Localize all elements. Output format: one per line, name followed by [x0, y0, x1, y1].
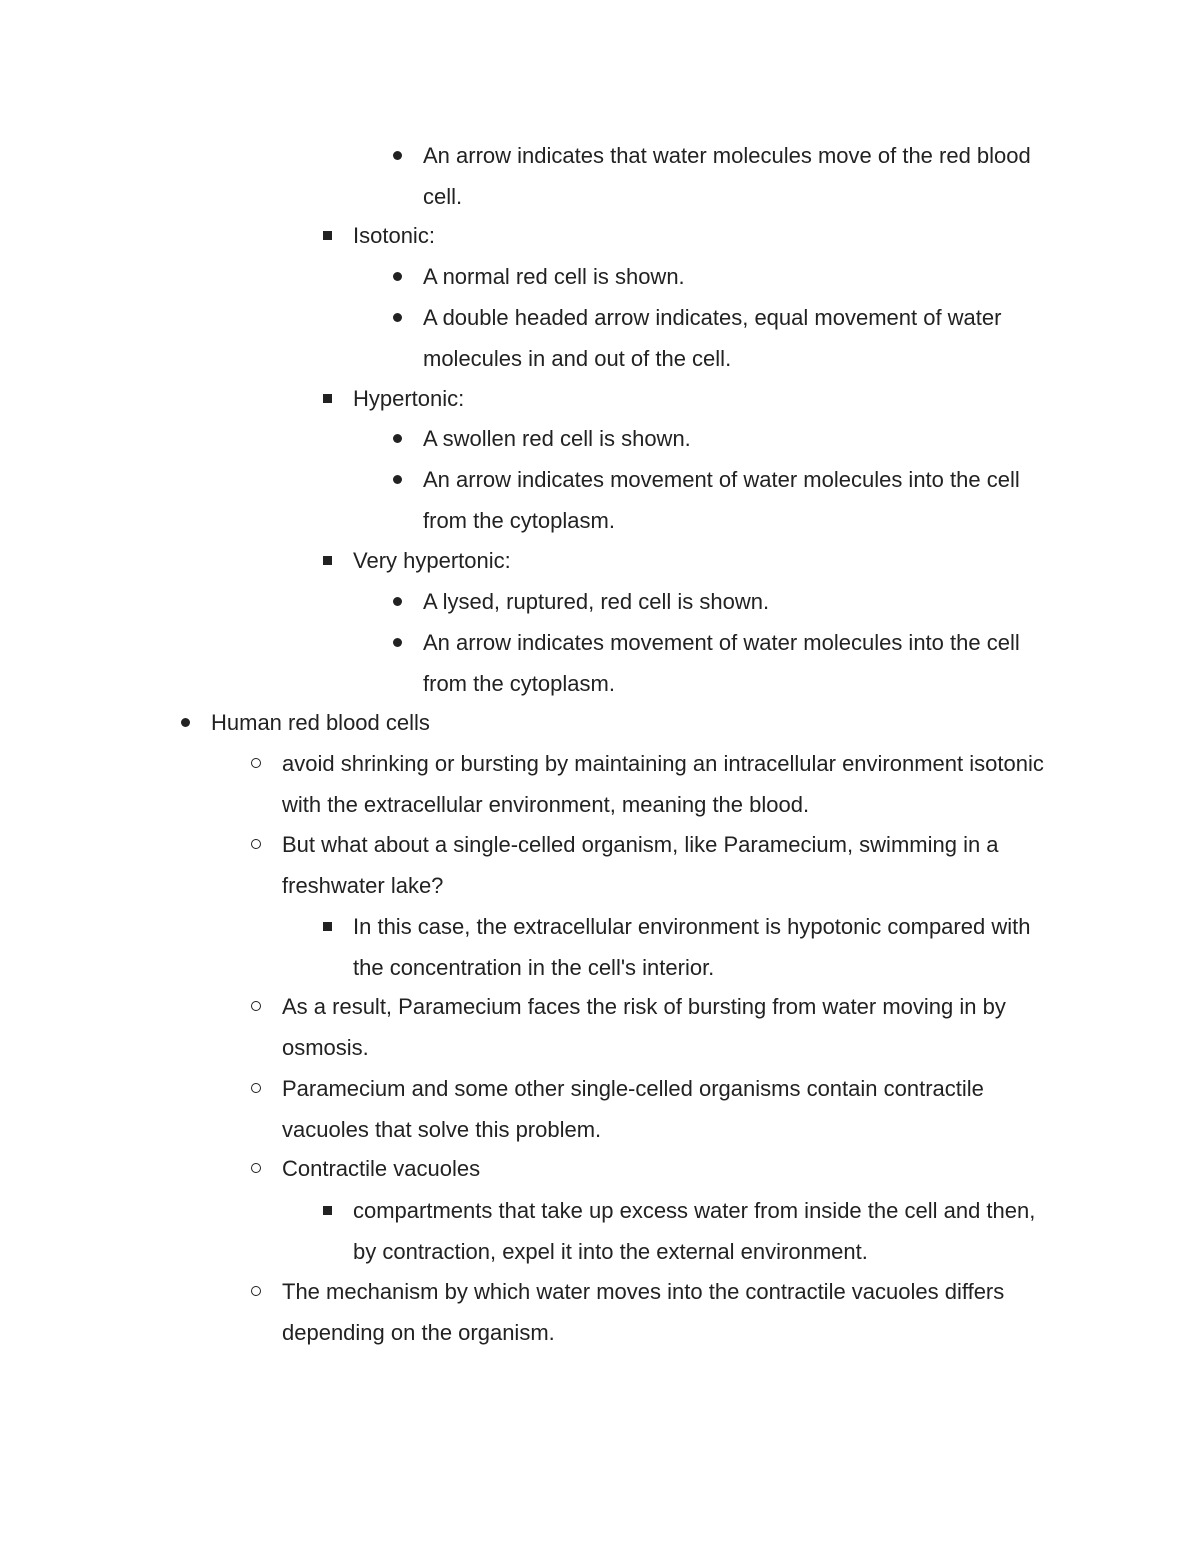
list-item: [353, 216, 1063, 257]
list-item: [423, 623, 1063, 704]
filled-dot-bullet-icon: [175, 703, 195, 744]
list-item-text: A swollen red cell is shown.: [423, 426, 691, 451]
filled-dot-bullet-icon: [387, 419, 407, 460]
square-bullet-icon: [317, 216, 337, 257]
list-item-text: Hypertonic:: [353, 386, 465, 411]
ring-bullet-icon: [246, 744, 266, 785]
list-item-text: Paramecium and some other single-celled organisms contain contractile vacuoles that solve this problem.: [282, 1076, 984, 1142]
ring-bullet-icon: [246, 987, 266, 1028]
list-item-text: A double headed arrow indicates, equal movement of water molecules in and out of the cell.: [423, 305, 1002, 371]
list-item-text: compartments that take up excess water from inside the cell and then, by contraction, expel it into the external environment.: [353, 1198, 1036, 1264]
list-item-text: An arrow indicates that water molecules move of the red blood cell.: [423, 143, 1031, 209]
list-item: [282, 744, 1072, 825]
list-item-text: But what about a single-celled organism, like Paramecium, swimming in a freshwater lake?: [282, 832, 999, 898]
filled-dot-bullet-icon: [387, 257, 407, 298]
list-item: [353, 1191, 1063, 1272]
filled-dot-bullet-icon: [387, 136, 407, 177]
list-item: [353, 541, 1063, 582]
ring-bullet-icon: [246, 825, 266, 866]
list-item: [423, 582, 1063, 623]
ring-bullet-icon: [246, 1069, 266, 1110]
square-bullet-icon: [317, 379, 337, 420]
square-bullet-icon: [317, 541, 337, 582]
list-item-text: Human red blood cells: [211, 710, 430, 735]
square-bullet-icon: [317, 907, 337, 948]
list-item: [282, 1149, 1072, 1190]
filled-dot-bullet-icon: [387, 460, 407, 501]
list-item-text: An arrow indicates movement of water molecules into the cell from the cytoplasm.: [423, 630, 1020, 696]
filled-dot-bullet-icon: [387, 298, 407, 339]
list-item-text: Very hypertonic:: [353, 548, 511, 573]
list-item-text: Isotonic:: [353, 223, 435, 248]
square-bullet-icon: [317, 1191, 337, 1232]
list-item: [353, 379, 1063, 420]
list-item: [282, 987, 1072, 1068]
list-item: [423, 298, 1063, 379]
filled-dot-bullet-icon: [387, 623, 407, 664]
list-item-text: Contractile vacuoles: [282, 1156, 481, 1181]
list-item: [423, 460, 1063, 541]
ring-bullet-icon: [246, 1272, 266, 1313]
list-item-text: In this case, the extracellular environment is hypotonic compared with the concentration in the cell's interior.: [353, 914, 1031, 980]
list-item: [282, 825, 1072, 906]
list-item-text: A normal red cell is shown.: [423, 264, 685, 289]
list-item: [282, 1272, 1072, 1353]
list-item: [353, 907, 1063, 988]
filled-dot-bullet-icon: [387, 582, 407, 623]
list-item: [423, 419, 1063, 460]
list-item-text: A lysed, ruptured, red cell is shown.: [423, 589, 770, 614]
list-item-text: As a result, Paramecium faces the risk of bursting from water moving in by osmosis.: [282, 994, 1006, 1060]
list-item-text: The mechanism by which water moves into the contractile vacuoles differs depending on the organism.: [282, 1279, 1005, 1345]
ring-bullet-icon: [246, 1149, 266, 1190]
list-item: [282, 1069, 1072, 1150]
list-item: [423, 257, 1063, 298]
list-item-text: An arrow indicates movement of water molecules into the cell from the cytoplasm.: [423, 467, 1020, 533]
list-item-text: avoid shrinking or bursting by maintaining an intracellular environment isotonic with the extracellular environment, meaning the blood.: [282, 751, 1044, 817]
list-item: [211, 703, 1071, 744]
list-item: [423, 136, 1063, 217]
